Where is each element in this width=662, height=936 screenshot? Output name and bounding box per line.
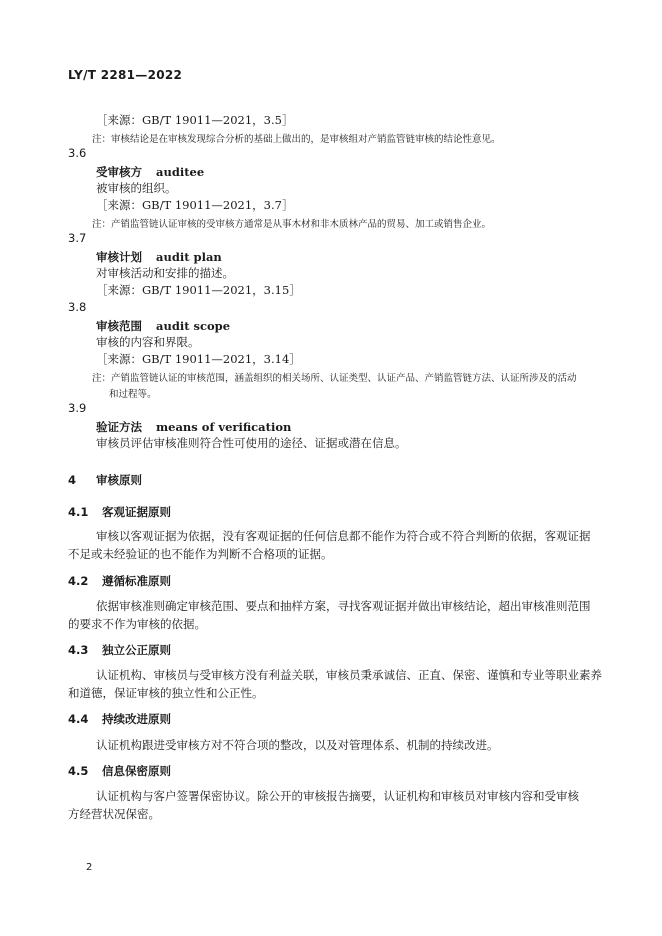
subsection-heading: 4.4 持续改进原则: [68, 712, 171, 726]
term-title: [96, 318, 230, 334]
definition: 被审核的组织。: [96, 181, 177, 195]
subsection-heading: 4.1 客观证据原则: [68, 505, 171, 519]
term-en: audit scope: [156, 319, 231, 333]
paragraph: 审核以客观证据为依据，没有客观证据的任何信息都不能作为符合或不符合判断的依据，客观证据: [96, 529, 591, 543]
note: 注：产销监管链认证的审核范围，涵盖组织的相关场所、认证类型、认证产品、产销监管链方法、认证所涉及的活动: [92, 373, 577, 384]
term-title: [96, 249, 222, 265]
subsection-heading: 4.3 独立公正原则: [68, 643, 171, 657]
clause-number: 3.9: [68, 401, 87, 415]
term-title: [96, 419, 291, 435]
page-number: 2: [86, 862, 93, 873]
clause-number: 3.6: [68, 146, 87, 160]
paragraph: 和道德，保证审核的独立性和公正性。: [68, 686, 264, 700]
subsection-heading: 4.5 信息保密原则: [68, 764, 171, 778]
note: 注：产销监管链认证审核的受审核方通常是从事木材和非木质林产品的贸易、加工或销售企业。: [92, 219, 492, 230]
note: 注：审核结论是在审核发现综合分析的基础上做出的，是审核组对产销监管链审核的结论性意见。: [92, 134, 501, 145]
clause-number: 3.7: [68, 231, 87, 245]
paragraph: 的要求不作为审核的依据。: [68, 617, 206, 631]
source-ref: ［来源：GB/T 19011—2021，3.14］: [96, 352, 301, 366]
term-cn: 受审核方: [96, 165, 142, 179]
definition: 审核员评估审核准则符合性可使用的途径、证据或潜在信息。: [96, 436, 407, 450]
term-en: auditee: [156, 165, 205, 179]
definition: 对审核活动和安排的描述。: [96, 266, 234, 280]
definition: 审核的内容和界限。: [96, 335, 200, 349]
paragraph: 依据审核准则确定审核范围、要点和抽样方案，寻找客观证据并做出审核结论，超出审核准则范围: [96, 599, 591, 613]
term-cn: 审核范围: [96, 319, 142, 333]
source-ref: ［来源：GB/T 19011—2021，3.7］: [96, 198, 294, 212]
paragraph: 认证机构跟进受审核方对不符合项的整改，以及对管理体系、机制的持续改进。: [96, 738, 499, 752]
paragraph: 方经营状况保密。: [68, 807, 160, 821]
term-title: [96, 164, 204, 180]
document-header: LY/T 2281—2022: [68, 68, 183, 82]
source-ref: ［来源：GB/T 19011—2021，3.15］: [96, 283, 301, 297]
term-en: audit plan: [156, 250, 222, 264]
term-en: means of verification: [156, 420, 292, 434]
term-cn: 审核计划: [96, 250, 142, 264]
paragraph: 认证机构、审核员与受审核方没有利益关联，审核员秉承诚信、正直、保密、谨慎和专业等职业素养: [96, 668, 602, 682]
subsection-heading: 4.2 遵循标准原则: [68, 574, 171, 588]
term-cn: 验证方法: [96, 420, 142, 434]
note-continuation: 和过程等。: [109, 389, 157, 400]
clause-number: 3.8: [68, 300, 87, 314]
paragraph: 认证机构与客户签署保密协议。除公开的审核报告摘要，认证机构和审核员对审核内容和受审核: [96, 789, 579, 803]
paragraph: 不足或未经验证的也不能作为判断不合格项的证据。: [68, 547, 333, 561]
section-heading: 4 审核原则: [68, 473, 142, 487]
source-ref: ［来源：GB/T 19011—2021，3.5］: [96, 113, 294, 127]
